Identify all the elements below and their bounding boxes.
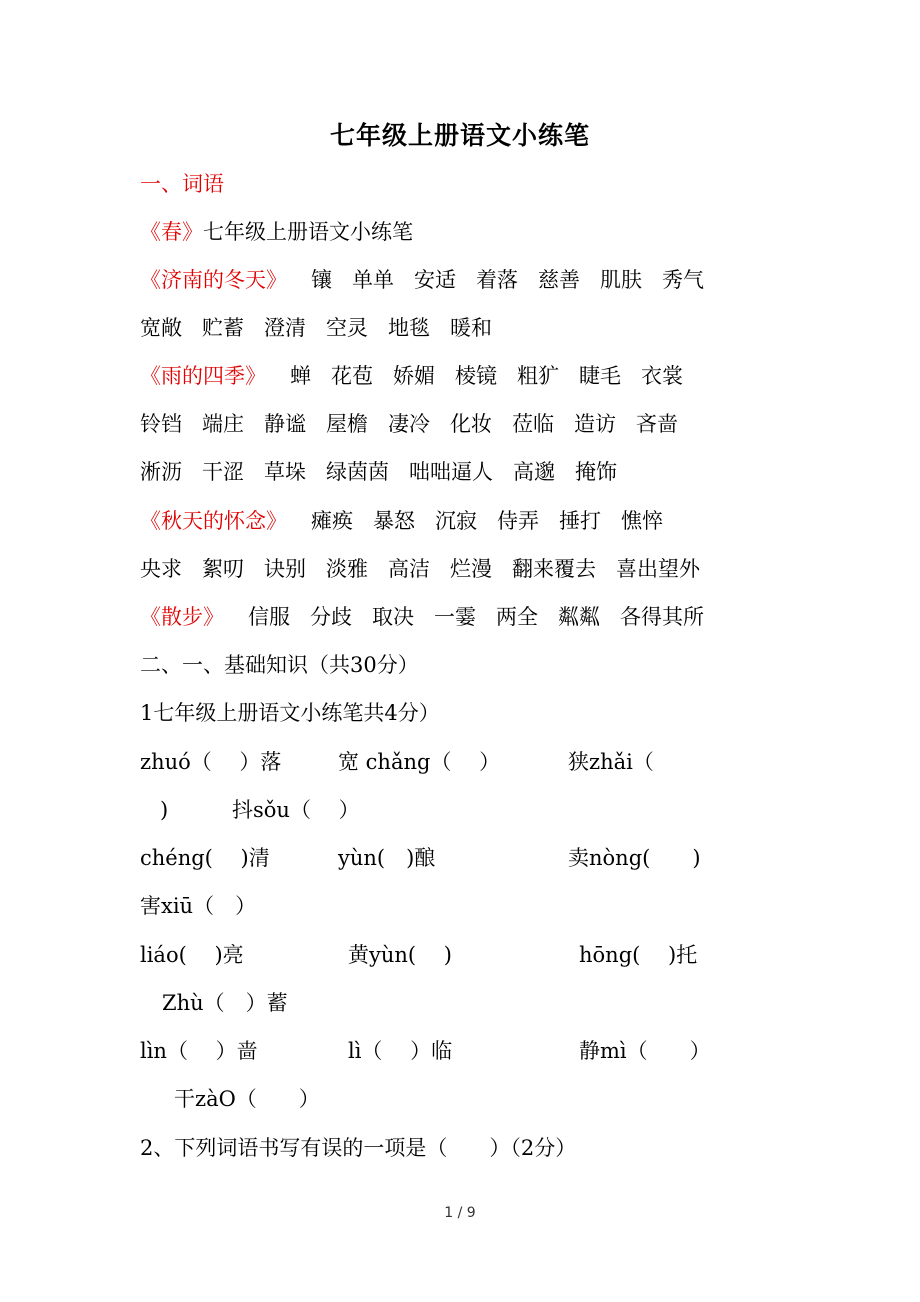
vocab-word: 慈善: [538, 268, 580, 292]
vocab-word: 沉寂: [435, 509, 477, 533]
vocab-word: 澄清: [264, 316, 306, 340]
lesson-title-sanbu: 《散步》: [140, 605, 224, 629]
q1-item: liáo( )亮: [140, 943, 244, 967]
section-heading-basics: 二、一、基础知识（共30分）: [140, 653, 419, 677]
vocab-word: 凄冷: [388, 412, 430, 436]
q1-item: 抖sǒu（ ）: [232, 798, 360, 822]
vocab-word: 喜出望外: [616, 557, 700, 581]
lesson-title-chun: 《春》: [140, 220, 203, 244]
vocab-word: 宽敞: [140, 316, 182, 340]
vocab-word: 单单: [352, 268, 394, 292]
q1-item: 干zàO（ ）: [174, 1087, 320, 1111]
vocab-word: 咄咄逼人: [409, 460, 493, 484]
line-qiutian: [140, 506, 683, 536]
vocab-word: 睫毛: [579, 364, 621, 388]
line-yu-2: [140, 409, 698, 439]
vocab-word: 侍弄: [497, 509, 539, 533]
q1-item: Zhù（ ）蓄: [162, 991, 288, 1015]
q1-item: 害xiū（ ）: [140, 894, 257, 918]
vocab-word: 诀别: [264, 557, 306, 581]
vocab-word: 铃铛: [140, 412, 182, 436]
vocab-word: 造访: [574, 412, 616, 436]
q1-item: chéng( )清: [140, 846, 270, 870]
vocab-word: 静谧: [264, 412, 306, 436]
line-yu: [140, 361, 703, 391]
vocab-word: 各得其所: [620, 605, 704, 629]
lesson-title-jinan: 《济南的冬天》: [140, 268, 287, 292]
vocab-word: 信服: [248, 605, 290, 629]
vocab-word: 空灵: [326, 316, 368, 340]
vocab-word: 粼粼: [558, 605, 600, 629]
vocab-word: 安适: [414, 268, 456, 292]
vocab-word: 屋檐: [326, 412, 368, 436]
vocab-word: 两全: [496, 605, 538, 629]
vocab-word: 暖和: [450, 316, 492, 340]
q1-item: 黄yùn( ): [348, 943, 452, 967]
vocab-word: 粗犷: [517, 364, 559, 388]
vocab-word: 央求: [140, 557, 182, 581]
line-yu-3: [140, 457, 637, 487]
vocab-word: 秀气: [662, 268, 704, 292]
vocab-word: 瘫痪: [311, 509, 353, 533]
question-2-stem: 2、下列词语书写有误的一项是（ ）（2分）: [140, 1136, 577, 1160]
vocab-word: 翻来覆去: [512, 557, 596, 581]
vocab-word: 干涩: [202, 460, 244, 484]
section-heading-words: 一、词语: [140, 172, 224, 196]
vocab-word: 棱镜: [455, 364, 497, 388]
q1-item: hōng( )托: [579, 943, 698, 967]
vocab-word: 娇媚: [393, 364, 435, 388]
vocab-word: 掩饰: [575, 460, 617, 484]
line-jinan-2: [140, 313, 512, 343]
vocab-word: 莅临: [512, 412, 554, 436]
vocab-word: 地毯: [388, 316, 430, 340]
vocab-word: 端庄: [202, 412, 244, 436]
vocab-word: 草垛: [264, 460, 306, 484]
line-qiutian-2: [140, 554, 720, 584]
q1-item: zhuó（ ）落: [140, 750, 282, 774]
q1-item: ): [160, 798, 169, 822]
vocab-word: 着落: [476, 268, 518, 292]
vocab-word: 一霎: [434, 605, 476, 629]
vocab-word: 捶打: [559, 509, 601, 533]
lesson-title-qiutian: 《秋天的怀念》: [140, 509, 287, 533]
vocab-word: 花苞: [331, 364, 373, 388]
q1-item: 宽 chǎng（ ）: [338, 750, 501, 774]
vocab-word: 化妆: [450, 412, 492, 436]
vocab-word: 取决: [372, 605, 414, 629]
line-chun-text: 七年级上册语文小练笔: [203, 220, 413, 244]
vocab-word: 绿茵茵: [326, 460, 389, 484]
vocab-word: 镶: [311, 268, 332, 292]
vocab-word: 絮叨: [202, 557, 244, 581]
q1-item: 狭zhǎi（: [568, 750, 654, 774]
page-number: 1 / 9: [444, 1205, 476, 1221]
vocab-word: 吝啬: [636, 412, 678, 436]
q1-item: yùn( )酿: [338, 846, 436, 870]
line-chun: [140, 217, 413, 247]
page-title: 七年级上册语文小练笔: [329, 121, 590, 150]
line-sanbu: [140, 602, 724, 632]
vocab-word: 衣裳: [641, 364, 683, 388]
vocab-word: 高洁: [388, 557, 430, 581]
vocab-word: 烂漫: [450, 557, 492, 581]
vocab-word: 憔悴: [621, 509, 663, 533]
question-1-stem: 1七年级上册语文小练笔共4分）: [140, 701, 440, 725]
q1-item: lìn（ ）啬: [140, 1039, 258, 1063]
vocab-word: 淡雅: [326, 557, 368, 581]
vocab-word: 肌肤: [600, 268, 642, 292]
vocab-word: 淅沥: [140, 460, 182, 484]
line-jinan: [140, 265, 724, 295]
q1-item: 静mì（ ）: [579, 1039, 711, 1063]
vocab-word: 暴怒: [373, 509, 415, 533]
vocab-word: 高邈: [513, 460, 555, 484]
lesson-title-yu: 《雨的四季》: [140, 364, 266, 388]
q1-item: 卖nòng( ): [568, 846, 701, 870]
vocab-word: 蝉: [290, 364, 311, 388]
vocab-word: 分歧: [310, 605, 352, 629]
q1-item: lì（ ）临: [348, 1039, 453, 1063]
vocab-word: 贮蓄: [202, 316, 244, 340]
